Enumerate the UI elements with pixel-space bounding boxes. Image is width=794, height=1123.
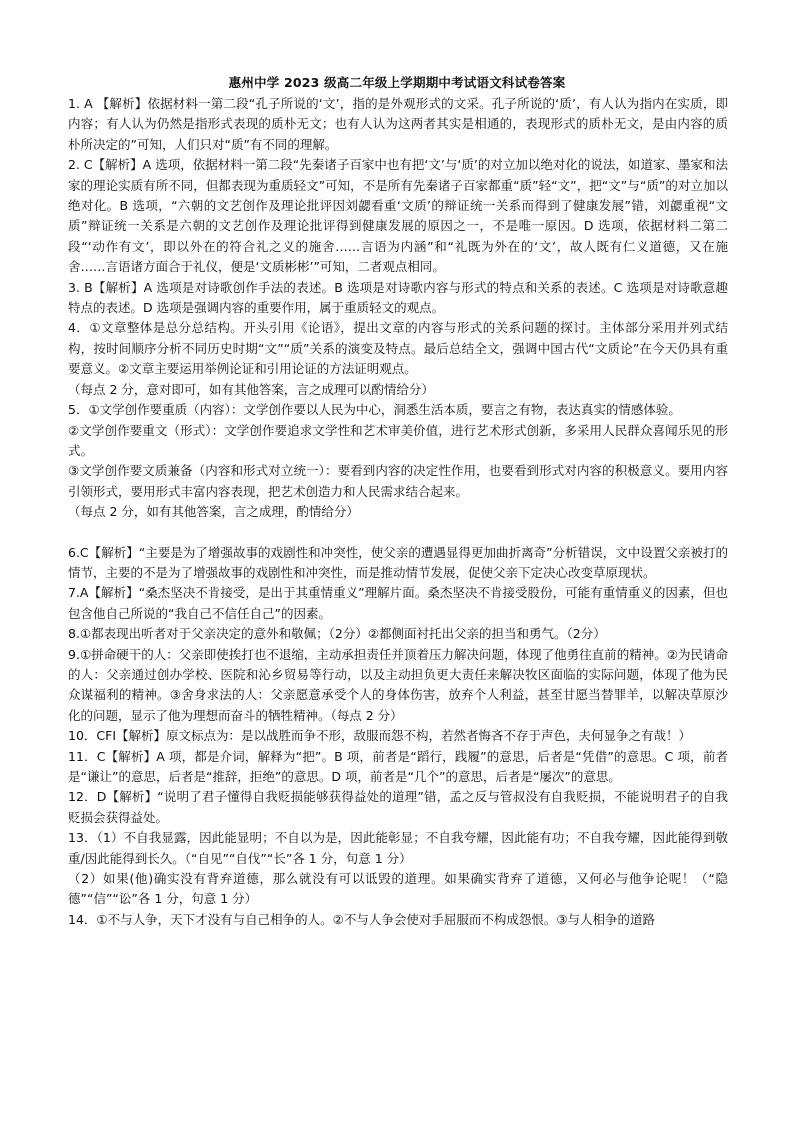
answer-6: 6.C【解析】“主要是为了增强故事的戏剧性和冲突性，使父亲的遭遇显得更加曲折离奇”分析错误，文中设置父亲被打的情节，主要的不是为了增强故事的戏剧性和冲突性，而是推动情节发展，促使父亲下定决心改变草原现状。 [68, 544, 728, 580]
answer-3: 3. B【解析】A 选项是对诗歌创作手法的表述。B 选项是对诗歌内容与形式的特点和关系的表述。C 选项是对诗歌意趣特点的表述。D 选项是强调内容的重要作用，属于重质轻文的观点。 [68, 279, 728, 316]
answer-body [68, 94, 728, 930]
blank-line [68, 523, 728, 543]
answer-13-part-1: 13．（1）不自我显露，因此能显明；不自以为是，因此能彰显；不自我夸耀，因此能有功；不自我夸耀，因此能得到敬重/因此能得到长久。（“自见”“自伐”“长”各 1 分，句意 1 分） [68, 830, 728, 866]
answer-11: 11．C【解析】A 项，都是介词，解释为“把”。B 项，前者是“蹈行，践履”的意思，后者是“凭借”的意思。C 项，前者是“谦让”的意思，后者是“推辞，拒绝”的意思。D 项，前者是“几个”的意思，后者是“屡次”的意思。 [68, 748, 728, 784]
answer-12: 12．D【解析】“说明了君子懂得自我贬损能够获得益处的道理”错，孟之反与管叔没有自我贬损，不能说明君子的自我贬损会获得益处。 [68, 789, 728, 825]
answer-4: 4．①文章整体是总分总结构。开头引用《论语》，提出文章的内容与形式的关系问题的探讨。主体部分采用并列式结构，按时间顺序分析不同历史时期“文”“质”关系的演变及特点。最后总结全文，强调中国古代“文质论”在今天仍具有重要意义。②文章主要运用举例论证和引用论证的方法证明观点。 [68, 320, 728, 377]
answer-13-part-2: （2）如果(他)确实没有背弃道德，那么就没有可以诋毁的道理。如果确实背弃了道德，又何必与他争论呢！（“隐德”“信”“讼”各 1 分，句意 1 分） [68, 871, 728, 907]
answer-5-point-2: ②文学创作要重文（形式）：文学创作要追求文学性和艺术审美价值，进行艺术形式创新，多采用人民群众喜闻乐见的形式。 [68, 422, 728, 458]
answer-7: 7.A【解析】“桑杰坚决不肯接受，是出于其重情重义”理解片面。桑杰坚决不肯接受股份，可能有重情重义的因素，但也包含他自己所说的“我自己不信任自己”的因素。 [68, 585, 728, 621]
answer-5-scoring: （每点 2 分，如有其他答案，言之成理，酌情给分） [68, 504, 359, 520]
answer-2: 2. C【解析】A 选项，依据材料一第二段“先秦诸子百家中也有把‘文’与‘质’的对立加以绝对化的说法，如道家、墨家和法家的理论实质有所不同，但都表现为重质轻文”可知，不是所有先秦诸子百家都重“质”轻“文”，把“文”与“质”的对立加以绝对化。B 选项，“六朝的文艺创作及理论批评因刘勰看重‘文质’的辩证统一关系而得到了健康发展”错，刘勰重视“文质”辩证统一关系是六朝的文艺创作及理论批评得到健康发展的原因之一，不是唯一原因。D 选项，依据材料二第二段“‘动作有文’，即以外在的符合礼之义的施舍……言语为内涵”和“礼既为外在的‘文’，故人既有仁义道德，又在施舍……言语诸方面合于礼仪，便是‘文质彬彬’”可知，二者观点相同。 [68, 157, 728, 275]
document-title: 惠州中学 2023 级高二年级上学期期中考试语文科试卷答案 [228, 75, 566, 90]
answer-9: 9.①拼命硬干的人：父亲即使挨打也不退缩，主动承担责任并顶着压力解决问题，体现了他勇往直前的精神。②为民请命的人：父亲通过创办学校、医院和沁乡贸易等行动，以及主动担负更大责任来解决牧区面临的实际问题，体现了他为民众谋福利的精神。③舍身求法的人：父亲愿意承受个人的身体伤害，放弃个人利益，甚至甘愿当替罪羊，以解决草原沙化的问题，显示了他为理想而奋斗的牺牲精神。（每点 2 分） [68, 646, 728, 723]
answer-5-point-3: ③文学创作要文质兼备（内容和形式对立统一）：要看到内容的决定性作用，也要看到形式对内容的积极意义。要用内容引领形式，要用形式丰富内容表现，把艺术创造力和人民需求结合起来。 [68, 463, 728, 499]
answer-4-scoring: （每点 2 分，意对即可，如有其他答案，言之成理可以酌情给分） [68, 381, 434, 397]
answer-10: 10．CFI【解析】原文标点为：是以战胜而争不形，敌服而怨不构，若然者悔吝不存于声色，夫何显争之有哉！） [68, 728, 692, 744]
answer-8: 8.①都表现出听者对于父亲决定的意外和敬佩；（2分）②都侧面衬托出父亲的担当和勇气。（2分） [68, 626, 606, 642]
answer-1: 1. A 【解析】依据材料一第二段“孔子所说的‘文’，指的是外观形式的文采。孔子所说的‘质’，有人认为指内在实质，即内容；有人认为仍然是指形式表现的质朴无文；也有人认为这两者其实是相通的，表现形式的质朴无文，是由内容的质朴所决定的”可知，人们只对“质”有不同的理解。 [68, 96, 728, 152]
answer-5-point-1: 5．①文学创作要重质（内容）：文学创作要以人民为中心，洞悉生活本质，要言之有物，表达真实的情感体验。 [68, 402, 681, 418]
answer-14: 14．①不与人争，天下才没有与自己相争的人。②不与人争会使对手屈服而不构成怨恨。③与人相争的道路 [68, 911, 656, 927]
